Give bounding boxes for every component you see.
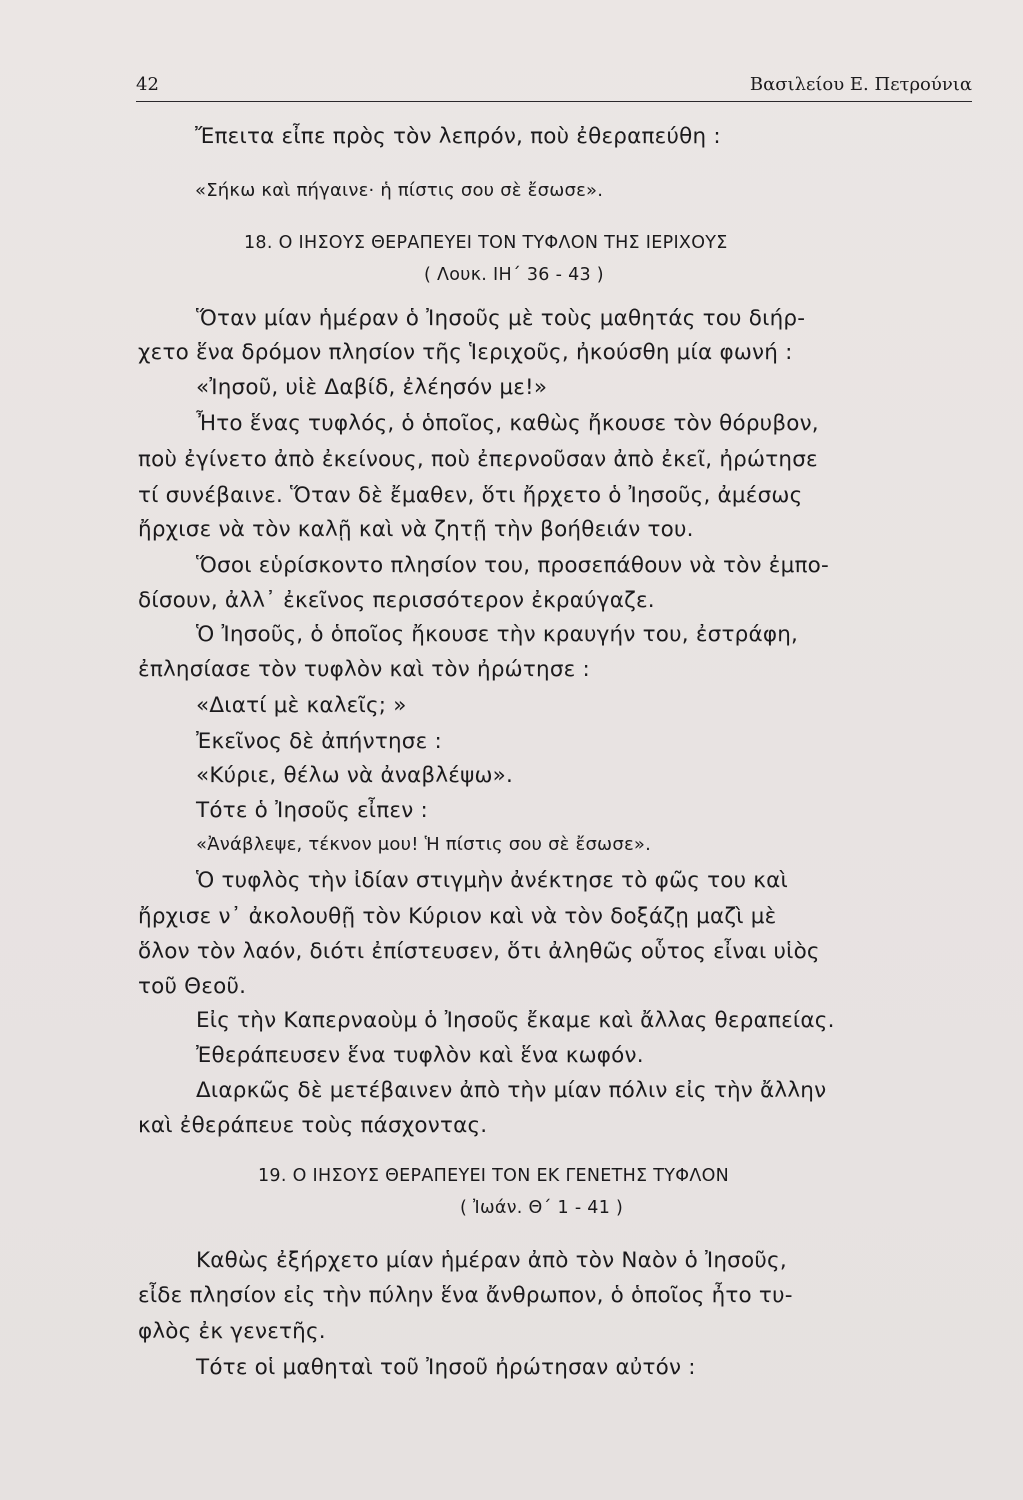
text-line: «Κύριε, θέλω νὰ ἀναβλέψω». [196,763,514,788]
text-line: Ἔπειτα εἶπε πρὸς τὸν λεπρόν, ποὺ ἐθεραπεύθη : [195,124,721,149]
text-line: Τότε οἱ μαθηταὶ τοῦ Ἰησοῦ ἠρώτησαν αὐτόν : [196,1355,696,1380]
text-line: ποὺ ἐγίνετο ἀπὸ ἐκείνους, ποὺ ἐπερνοῦσαν ἀπὸ ἐκεῖ, ἠρώτησε [138,447,818,472]
page-header [136,74,972,98]
text-line: εἶδε πλησίον εἰς τὴν πύλην ἕνα ἄνθρωπον, ὁ ὁποῖος ἦτο τυ- [138,1283,793,1308]
text-line: «Σήκω καὶ πήγαινε· ἡ πίστις σου σὲ ἔσωσε». [195,180,604,201]
text-line: ἤρχισε νὰ τὸν καλῇ καὶ νὰ ζητῇ τὴν βοήθειάν του. [138,517,694,542]
section-heading-18: 18. Ο ΙΗΣΟΥΣ ΘΕΡΑΠΕΥΕΙ ΤΟΝ ΤΥΦΛΟΝ ΤΗΣ ΙΕΡΙΧΟΥΣ [244,233,728,253]
text-line: «Ἰησοῦ, υἱὲ Δαβίδ, ἐλέησόν με!» [196,375,548,400]
text-line: Ὅταν μίαν ἡμέραν ὁ Ἰησοῦς μὲ τοὺς μαθητάς του διήρ- [196,306,806,331]
running-head: Βασιλείου Ε. Πετρούνια [749,74,972,95]
page-number: 42 [136,74,159,95]
section-heading-19: 19. Ο ΙΗΣΟΥΣ ΘΕΡΑΠΕΥΕΙ ΤΟΝ ΕΚ ΓΕΝΕΤΗΣ ΤΥΦΛΟΝ [258,1166,730,1186]
text-line: Τότε ὁ Ἰησοῦς εἶπεν : [196,798,428,823]
text-line: Ἐθεράπευσεν ἕνα τυφλὸν καὶ ἕνα κωφόν. [196,1043,644,1068]
text-line: Διαρκῶς δὲ μετέβαινεν ἀπὸ τὴν μίαν πόλιν εἰς τὴν ἄλλην [196,1078,827,1103]
text-line: τοῦ Θεοῦ. [138,974,247,999]
text-line: Ἐκεῖνος δὲ ἀπήντησε : [196,729,442,754]
text-line: Καθὼς ἐξήρχετο μίαν ἡμέραν ἀπὸ τὸν Ναὸν ὁ Ἰησοῦς, [196,1248,787,1273]
text-line: δίσουν, ἀλλ᾿ ἐκεῖνος περισσότερον ἐκραύγαζε. [138,588,655,613]
header-rule [136,101,972,102]
text-line: Εἰς τὴν Καπερναοὺμ ὁ Ἰησοῦς ἔκαμε καὶ ἄλλας θεραπείας. [196,1008,835,1033]
text-line: ὅλον τὸν λαόν, διότι ἐπίστευσεν, ὅτι ἀληθῶς οὗτος εἶναι υἱὸς [138,939,820,964]
section-reference-18: ( Λουκ. ΙΗ΄ 36 - 43 ) [424,265,604,285]
text-line: «Ἀνάβλεψε, τέκνον μου! Ἡ πίστις σου σὲ ἔσωσε». [196,834,652,855]
text-line: «Διατί μὲ καλεῖς; » [196,693,407,718]
text-line: ἐπλησίασε τὸν τυφλὸν καὶ τὸν ἠρώτησε : [138,657,590,682]
text-line: ἤρχισε ν᾿ ἀκολουθῇ τὸν Κύριον καὶ νὰ τὸν δοξάζῃ μαζὶ μὲ [138,904,777,929]
text-line: Ὁ Ἰησοῦς, ὁ ὁποῖος ἤκουσε τὴν κραυγήν του, ἐστράφη, [196,622,799,647]
text-line: Ἦτο ἕνας τυφλός, ὁ ὁποῖος, καθὼς ἤκουσε τὸν θόρυβον, [196,411,819,436]
text-line: καὶ ἐθεράπευε τοὺς πάσχοντας. [138,1113,488,1138]
text-line: Ὁ τυφλὸς τὴν ἰδίαν στιγμὴν ἀνέκτησε τὸ φῶς του καὶ [196,868,789,893]
text-line: τί συνέβαινε. Ὅταν δὲ ἔμαθεν, ὅτι ἤρχετο ὁ Ἰησοῦς, ἀμέσως [138,483,803,508]
text-line: χετο ἕνα δρόμον πλησίον τῆς Ἱεριχοῦς, ἠκούσθη μία φωνή : [138,340,793,365]
text-line: Ὅσοι εὑρίσκοντο πλησίον του, προσεπάθουν νὰ τὸν ἐμπο- [196,553,829,578]
section-reference-19: ( Ἰωάν. Θ΄ 1 - 41 ) [460,1198,624,1218]
text-line: φλὸς ἐκ γενετῆς. [138,1319,326,1344]
